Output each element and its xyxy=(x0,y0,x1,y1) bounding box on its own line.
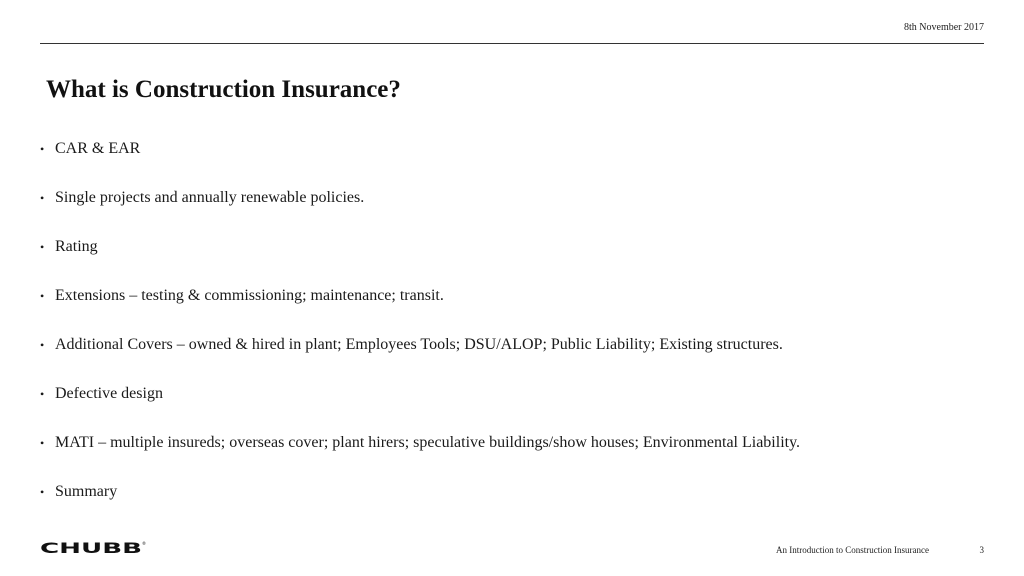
bullet-item xyxy=(40,334,990,383)
header-divider xyxy=(40,43,984,44)
page-number: 3 xyxy=(979,545,984,555)
bullet-icon: • xyxy=(40,142,45,156)
bullet-item xyxy=(40,432,990,481)
bullet-text: Additional Covers – owned & hired in plant; Employees Tools; DSU/ALOP; Public Liability; Existing structures. xyxy=(55,336,783,353)
bullet-text: MATI – multiple insureds; overseas cover; plant hirers; speculative buildings/show houses; Environmental Liability. xyxy=(55,434,801,451)
bullet-icon: • xyxy=(40,240,45,254)
bullet-item xyxy=(40,383,990,432)
bullet-item xyxy=(40,138,990,187)
logo-text: CHUBB xyxy=(40,541,142,555)
bullet-icon: • xyxy=(40,289,45,303)
bullet-text: Rating xyxy=(55,238,98,255)
bullet-list xyxy=(40,138,990,530)
bullet-icon: • xyxy=(40,338,45,352)
bullet-text: Extensions – testing & commissioning; maintenance; transit. xyxy=(55,287,444,304)
slide-title: What is Construction Insurance? xyxy=(46,76,401,103)
bullet-text: CAR & EAR xyxy=(55,140,141,157)
chubb-logo xyxy=(40,539,146,555)
bullet-text: Single projects and annually renewable policies. xyxy=(55,189,365,206)
bullet-item xyxy=(40,236,990,285)
bullet-item xyxy=(40,187,990,236)
bullet-icon: • xyxy=(40,387,45,401)
footer-presentation-title: An Introduction to Construction Insurance xyxy=(776,545,929,555)
bullet-icon: • xyxy=(40,485,45,499)
bullet-text: Defective design xyxy=(55,385,163,402)
bullet-icon: • xyxy=(40,191,45,205)
bullet-item xyxy=(40,285,990,334)
slide-date: 8th November 2017 xyxy=(904,22,984,33)
bullet-icon: • xyxy=(40,436,45,450)
svg-text:®: ® xyxy=(142,541,146,546)
bullet-text: Summary xyxy=(55,483,118,500)
bullet-item xyxy=(40,481,990,530)
